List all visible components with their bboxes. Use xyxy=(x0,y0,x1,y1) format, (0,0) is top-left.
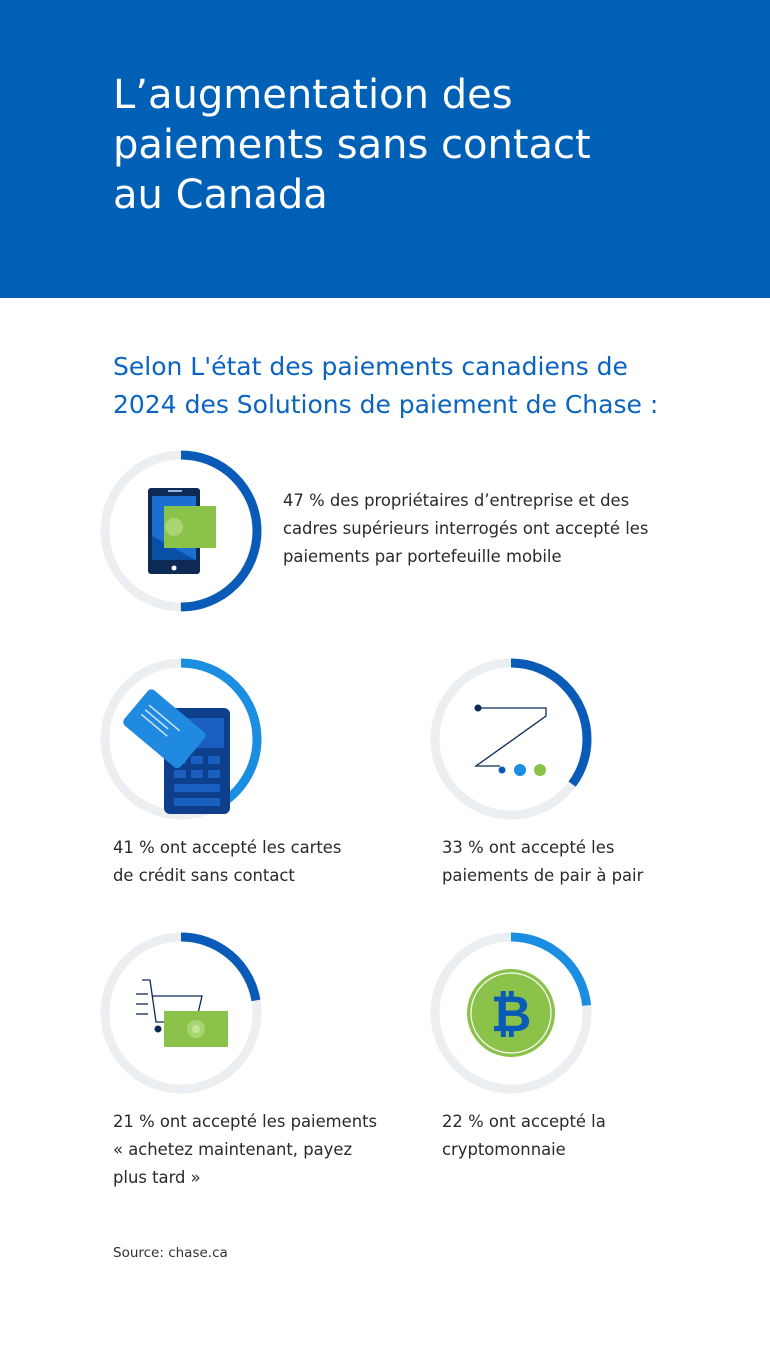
bitcoin-coin-icon xyxy=(467,969,555,1057)
ring-cryptocurrency xyxy=(428,930,594,1096)
ring-contactless-card xyxy=(98,656,264,822)
stat-line: 47 % des propriétaires d’entreprise et des xyxy=(283,491,630,510)
stat-buy-now-pay-later xyxy=(113,1108,413,1192)
stat-line: « achetez maintenant, payez xyxy=(113,1140,353,1159)
stat-line: cryptomonnaie xyxy=(442,1140,566,1159)
source-note: Source: chase.ca xyxy=(113,1245,228,1261)
stat-line: de crédit sans contact xyxy=(113,866,295,885)
stat-line: plus tard » xyxy=(113,1168,201,1187)
stat-line: cadres supérieurs interrogés ont accepté les xyxy=(283,519,649,538)
ring-mobile-wallet xyxy=(98,448,264,614)
stat-line: 22 % ont accepté la xyxy=(442,1112,606,1131)
title-line-2: paiements sans contact xyxy=(113,122,591,168)
title-line-3: au Canada xyxy=(113,172,328,218)
svg-text:₿: ₿ xyxy=(490,985,532,1043)
peer-to-peer-icon xyxy=(475,705,547,777)
title-line-1: L’augmentation des xyxy=(113,72,513,118)
stat-contactless-card xyxy=(113,834,413,890)
stat-line: 41 % ont accepté les cartes xyxy=(113,838,342,857)
stat-cryptocurrency xyxy=(442,1108,742,1164)
ring-peer-to-peer xyxy=(428,656,594,822)
stat-mobile-wallet xyxy=(283,487,703,571)
stat-line: 21 % ont accepté les paiements xyxy=(113,1112,378,1131)
stat-line: 33 % ont accepté les xyxy=(442,838,615,857)
mobile-wallet-icon xyxy=(148,488,216,574)
stat-line: paiements de pair à pair xyxy=(442,866,644,885)
contactless-card-icon xyxy=(121,687,230,814)
shopping-cart-cash-icon xyxy=(136,980,228,1047)
intro-text xyxy=(113,348,713,424)
page-title xyxy=(113,70,673,220)
intro-line-2: 2024 des Solutions de paiement de Chase : xyxy=(113,390,659,419)
stat-line: paiements par portefeuille mobile xyxy=(283,547,562,566)
ring-buy-now-pay-later xyxy=(98,930,264,1096)
intro-line-1: Selon L'état des paiements canadiens de xyxy=(113,352,628,381)
stat-peer-to-peer xyxy=(442,834,742,890)
header-banner xyxy=(0,0,770,298)
